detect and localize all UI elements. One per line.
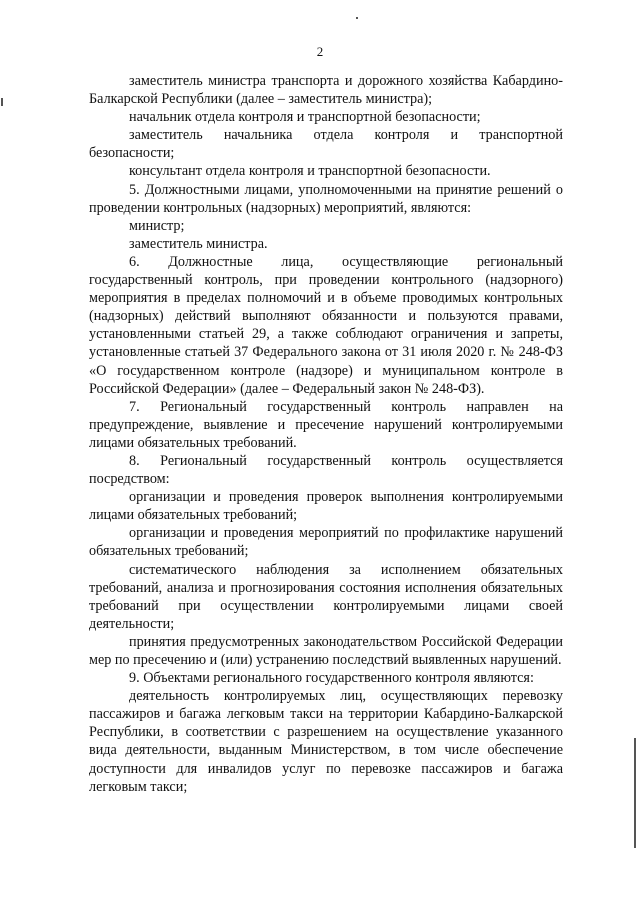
paragraph: 9. Объектами регионального государственного контроля являются:: [129, 670, 534, 687]
paragraph: 5. Должностными лицами, уполномоченными на принятие решений о проведении контрольных (надзорных) мероприятий, являются:: [89, 181, 563, 216]
paragraph: начальник отдела контроля и транспортной безопасности;: [129, 109, 481, 126]
paragraph: деятельность контролируемых лиц, осуществляющих перевозку пассажиров и багажа легковым такси на территории Кабардино-Балкарской Республики, в соответствии с разрешением на осуществление указанного вида деятельности, выданным Министерством, в том числе обеспечение доступности для инвалидов услуг по перевозке пассажиров и багажа легковым такси;: [89, 688, 563, 795]
paragraph: 7. Региональный государственный контроль направлен на предупреждение, выявление и пресечение нарушений контролируемыми лицами обязательных требований.: [89, 398, 563, 451]
paragraph: организации и проведения мероприятий по профилактике нарушений обязательных требований;: [89, 525, 563, 560]
paragraph: заместитель министра транспорта и дорожного хозяйства Кабардино-Балкарской Республики (далее – заместитель министра);: [89, 73, 563, 108]
paragraph: заместитель начальника отдела контроля и транспортной безопасности;: [89, 127, 563, 162]
paragraph: министр;: [129, 217, 185, 234]
scan-mark-right: [634, 738, 636, 848]
scan-dot-top: [356, 17, 358, 19]
paragraph: систематического наблюдения за исполнением обязательных требований, анализа и прогнозирования состояния исполнения обязательных требований при осуществлении контролируемыми лицами своей деятельности;: [89, 561, 563, 632]
paragraph: принятия предусмотренных законодательством Российской Федерации мер по пресечению и (или) устранению последствий выявленных нарушений.: [89, 633, 563, 668]
paragraph: консультант отдела контроля и транспортной безопасности.: [129, 163, 491, 180]
paragraph: 8. Региональный государственный контроль осуществляется посредством:: [89, 452, 563, 488]
scan-mark-left: [1, 98, 3, 106]
paragraph: заместитель министра.: [129, 235, 268, 252]
paragraph: 6. Должностные лица, осуществляющие региональный государственный контроль, при проведении контрольного (надзорного) мероприятия в пределах полномочий и в объеме проводимых контрольных (надзорных) действий выполняют обязанности и пользуются правами, установленными статьей 29, а также соблюдают ограничения и запреты, установленные статьей 37 Федерального закона от 31 июля 2020 г. № 248-ФЗ «О государственном контроле (надзоре) и муниципальном контроле в Российской Федерации» (далее – Федеральный закон № 248-ФЗ).: [89, 253, 563, 397]
paragraph: организации и проведения проверок выполнения контролируемыми лицами обязательных требований;: [89, 489, 563, 524]
page-number: 2: [316, 44, 324, 59]
document-body: [89, 72, 563, 796]
